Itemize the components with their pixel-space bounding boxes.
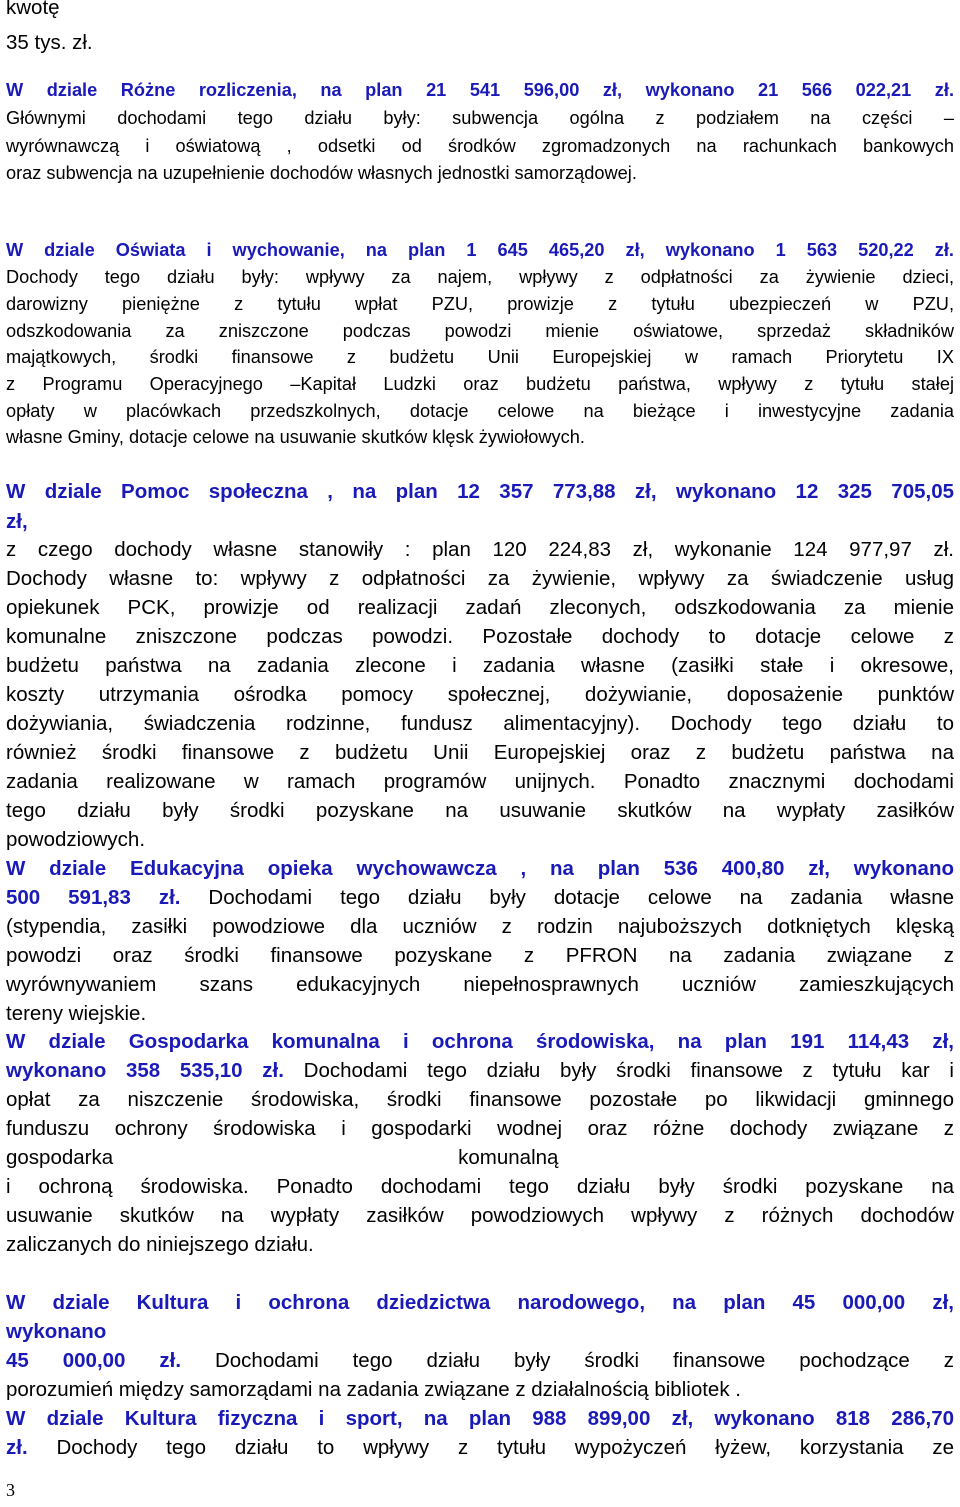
section-heading-kultura-dziedzictwo: W dziale Kultura i ochrona dziedzictwa narodowego, na plan 45 000,00 zł, <box>6 1291 954 1314</box>
section-heading-pomoc-spoleczna: W dziale Pomoc społeczna , na plan 12 357 773,88 zł, wykonano 12 325 705,05 <box>6 480 954 503</box>
text-span: Dochodami tego działu były środki finansowe pochodzące z <box>181 1349 954 1372</box>
section-heading-rozne-rozliczenia: W dziale Różne rozliczenia, na plan 21 541 596,00 zł, wykonano 21 566 022,21 zł. <box>6 80 954 100</box>
text-line: porozumień między samorządami na zadania związane z działalnością bibliotek . <box>6 1378 741 1401</box>
text-line: Dochody własne to: wpływy z odpłatności za żywienie, wpływy za świadczenie usług <box>6 567 954 590</box>
section-heading-continuation: wykonano <box>6 1320 107 1343</box>
amount-executed: 45 000,00 zł. <box>6 1349 182 1372</box>
text-line: budżetu państwa na zadania zlecone i zadania własne (zasiłki stałe i okresowe, <box>6 654 954 677</box>
text-line: tego działu były środki pozyskane na usuwanie skutków na wypłaty zasiłków <box>6 799 954 822</box>
text-line: odszkodowania za zniszczone podczas powodzi mienie oświatowe, sprzedaż składników <box>6 321 954 341</box>
text-line: własne Gminy, dotacje celowe na usuwanie skutków klęsk żywiołowych. <box>6 427 585 447</box>
text-line: darowizny pieniężne z tytułu wpłat PZU, prowizje z tytułu ubezpieczeń w PZU, <box>6 294 954 314</box>
text-line: usuwanie skutków na wypłaty zasiłków powodziowych wpływy z różnych dochodów <box>6 1204 954 1227</box>
section-heading-gospodarka-komunalna: W dziale Gospodarka komunalna i ochrona środowiska, na plan 191 114,43 zł, <box>6 1030 954 1053</box>
text-line: majątkowych, środki finansowe z budżetu Unii Europejskiej w ramach Priorytetu IX <box>6 347 954 367</box>
text-line: funduszu ochrony środowiska i gospodarki wodnej oraz różne dochody związane z <box>6 1117 954 1140</box>
text-line: i ochroną środowiska. Ponadto dochodami tego działu były środki pozyskane na <box>6 1175 954 1198</box>
amount-executed: wykonano 358 535,10 zł. <box>6 1059 284 1082</box>
text-line: opłaty w placówkach przedszkolnych, dotacje celowe na bieżące i inwestycyjne zadania <box>6 401 954 421</box>
section-heading-continuation: zł, <box>6 510 28 533</box>
text-span: gospodarka <box>6 1146 114 1169</box>
page-number: 3 <box>6 1480 15 1500</box>
text-line: z czego dochody własne stanowiły : plan 120 224,83 zł, wykonanie 124 977,97 zł. <box>6 538 954 561</box>
text-line: (stypendia, zasiłki powodziowe dla uczniów z rodzin najuboższych dotkniętych klęską <box>6 915 954 938</box>
text-span: Dochody tego działu to wpływy z tytułu wypożyczeń łyżew, korzystania ze <box>27 1436 954 1459</box>
text-line <box>6 1433 954 1462</box>
text-line <box>6 883 954 912</box>
text-line <box>6 1143 558 1172</box>
text-line: wyrównywaniem szans edukacyjnych niepełnosprawnych uczniów zamieszkujących <box>6 973 954 996</box>
amount-executed: 500 591,83 zł. <box>6 886 181 909</box>
text-line: kwotę <box>6 0 60 19</box>
section-heading-edukacyjna-opieka: W dziale Edukacyjna opieka wychowawcza , na plan 536 400,80 zł, wykonano <box>6 857 954 880</box>
text-line: Dochody tego działu były: wpływy za najem, wpływy z odpłatności za żywienie dzieci, <box>6 267 954 287</box>
text-line: zadania realizowane w ramach programów unijnych. Ponadto znacznymi dochodami <box>6 770 954 793</box>
text-line: zaliczanych do niniejszego działu. <box>6 1233 314 1256</box>
text-span: Dochodami tego działu były środki finansowe z tytułu kar i <box>283 1059 954 1082</box>
text-line <box>6 1056 954 1085</box>
text-line: 35 tys. zł. <box>6 31 93 54</box>
text-line: powodziowych. <box>6 828 146 851</box>
text-line: opiekunek PCK, prowizje od realizacji zadań zleconych, odszkodowania za mienie <box>6 596 954 619</box>
text-line <box>6 1346 954 1375</box>
text-line: powodzi oraz środki finansowe pozyskane z PFRON na zadania związane z <box>6 944 954 967</box>
text-line: oraz subwencja na uzupełnienie dochodów własnych jednostki samorządowej. <box>6 163 637 183</box>
text-line: z Programu Operacyjnego –Kapitał Ludzki oraz budżetu państwa, wpływy z tytułu stałej <box>6 374 954 394</box>
text-span: komunalną <box>458 1146 559 1169</box>
text-span: Dochodami tego działu były dotacje celowe na zadania własne <box>180 886 955 909</box>
text-line: tereny wiejskie. <box>6 1002 147 1025</box>
text-line: wyrównawczą i oświatową , odsetki od środków zgromadzonych na rachunkach bankowych <box>6 136 954 156</box>
text-line: dożywiania, świadczenia rodzinne, fundusz alimentacyjny). Dochody tego działu to <box>6 712 954 735</box>
amount-unit: zł. <box>6 1436 28 1459</box>
text-line: opłat za niszczenie środowiska, środki finansowe pozostałe po likwidacji gminnego <box>6 1088 954 1111</box>
text-line: Głównymi dochodami tego działu były: subwencja ogólna z podziałem na części – <box>6 108 954 128</box>
section-heading-kultura-fizyczna: W dziale Kultura fizyczna i sport, na plan 988 899,00 zł, wykonano 818 286,70 <box>6 1407 954 1430</box>
section-heading-oswiata: W dziale Oświata i wychowanie, na plan 1 645 465,20 zł, wykonano 1 563 520,22 zł. <box>6 240 954 260</box>
text-line: również środki finansowe z budżetu Unii Europejskiej oraz z budżetu państwa na <box>6 741 954 764</box>
text-line: koszty utrzymania ośrodka pomocy społecznej, dożywianie, doposażenie punktów <box>6 683 954 706</box>
text-line: komunalne zniszczone podczas powodzi. Pozostałe dochody to dotacje celowe z <box>6 625 954 648</box>
